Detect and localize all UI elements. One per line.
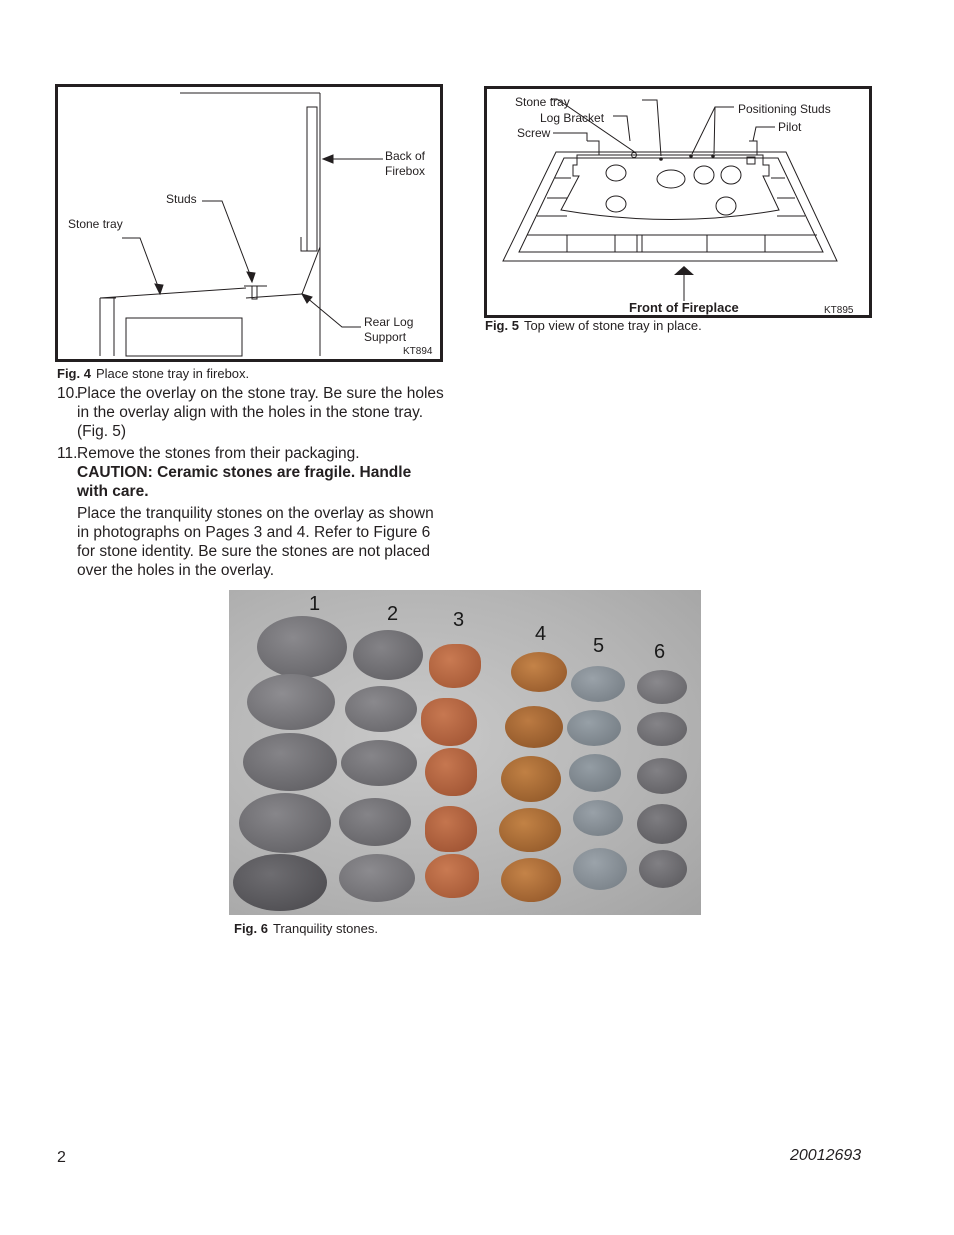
screw-label: Screw xyxy=(517,126,551,140)
stone-6 xyxy=(637,758,687,794)
pilot-label: Pilot xyxy=(778,120,802,134)
fig6-caption xyxy=(234,921,378,936)
step-10-text: Place the overlay on the stone tray. Be sure the holes in the overlay align with the holes in the stone tray. (Fig. 5) xyxy=(77,385,444,440)
step-10 xyxy=(57,384,445,441)
stone-3 xyxy=(421,698,477,746)
stone-3 xyxy=(425,748,477,796)
step-11-number: 11. xyxy=(57,445,78,462)
stone-1 xyxy=(239,793,331,853)
instruction-steps xyxy=(57,384,445,580)
fig4-caption xyxy=(57,366,249,381)
stone-number-4: 4 xyxy=(535,623,547,645)
stone-6 xyxy=(637,712,687,746)
stone-3 xyxy=(425,854,479,898)
fig5-stone-tray-label: Stone tray xyxy=(515,95,570,109)
stone-2 xyxy=(341,740,417,786)
stone-2 xyxy=(339,854,415,902)
stone-6 xyxy=(637,670,687,704)
stone-2 xyxy=(339,798,411,846)
step-11 xyxy=(57,444,445,501)
fig6-caption-number: Fig. 6 xyxy=(234,921,268,936)
stone-5 xyxy=(573,848,627,890)
stone-2 xyxy=(353,630,423,680)
fig4-code: KT894 xyxy=(403,346,433,357)
stone-placement-paragraph: Place the tranquility stones on the overlay as shown in photographs on Pages 3 and 4. Refer to Figure 6 for stone identity. Be sure the stones are not placed over the holes in the overlay. xyxy=(77,505,434,579)
stone-number-5: 5 xyxy=(593,635,605,657)
stone-5 xyxy=(569,754,621,792)
rear-log-support-label: Rear Log Support xyxy=(364,315,414,344)
stone-tray-label: Stone tray xyxy=(68,217,123,231)
step-11-text: Remove the stones from their packaging. xyxy=(77,445,360,462)
stone-number-1: 1 xyxy=(309,593,321,615)
fig5-code: KT895 xyxy=(824,305,854,316)
tranquility-stones-photo xyxy=(229,590,701,915)
fig4-diagram xyxy=(55,84,443,362)
page-number: 2 xyxy=(57,1149,66,1166)
stone-2 xyxy=(345,686,417,732)
stone-number-6: 6 xyxy=(654,641,666,663)
fig6-caption-text: Tranquility stones. xyxy=(272,921,378,936)
back-of-firebox-label: Back of Firebox xyxy=(385,149,426,178)
positioning-studs-label: Positioning Studs xyxy=(738,102,831,116)
stone-4 xyxy=(501,756,561,802)
stone-1 xyxy=(257,616,347,678)
fig5-diagram xyxy=(484,86,872,318)
stone-4 xyxy=(511,652,567,692)
caution-text: CAUTION: Ceramic stones are fragile. Handle with care. xyxy=(77,464,412,500)
stone-1 xyxy=(233,854,327,911)
stone-1 xyxy=(243,733,337,791)
stone-5 xyxy=(567,710,621,746)
stone-4 xyxy=(499,808,561,852)
studs-label: Studs xyxy=(166,192,197,206)
stone-6 xyxy=(637,804,687,844)
stone-5 xyxy=(571,666,625,702)
stone-6 xyxy=(639,850,687,888)
stone-5 xyxy=(573,800,623,836)
fig5-caption-number: Fig. 5 xyxy=(485,318,519,333)
stone-1 xyxy=(247,674,335,730)
log-bracket-label: Log Bracket xyxy=(540,111,605,125)
document-number: 20012693 xyxy=(790,1147,862,1164)
step-10-number: 10. xyxy=(57,385,79,402)
fig5-caption xyxy=(485,318,702,333)
fig4-caption-number: Fig. 4 xyxy=(57,366,91,381)
stone-3 xyxy=(425,806,477,852)
stone-4 xyxy=(505,706,563,748)
fig5-caption-text: Top view of stone tray in place. xyxy=(523,318,702,333)
stone-number-3: 3 xyxy=(453,609,465,631)
stone-4 xyxy=(501,858,561,902)
fig4-caption-text: Place stone tray in firebox. xyxy=(95,366,250,381)
stone-3 xyxy=(429,644,481,688)
front-of-fireplace-label: Front of Fireplace xyxy=(629,300,739,315)
stone-number-2: 2 xyxy=(387,603,399,625)
